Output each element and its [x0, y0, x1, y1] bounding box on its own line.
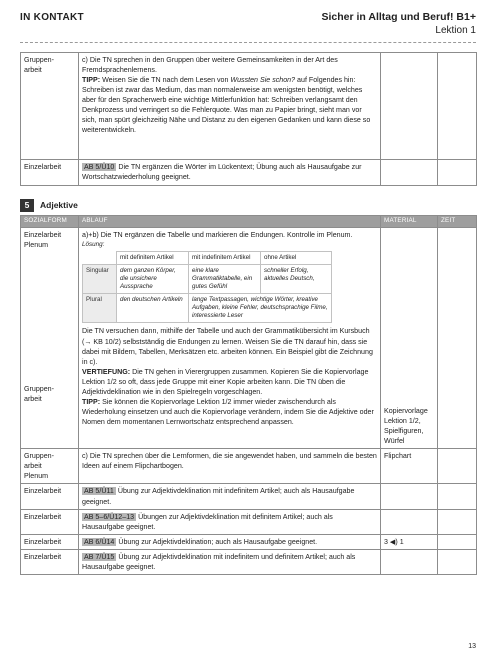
zeit-cell: [438, 53, 477, 160]
column-header: SOZIALFORM: [21, 216, 79, 228]
table-row: [21, 484, 477, 509]
column-header: ZEIT: [438, 216, 477, 228]
section-number: 5: [20, 199, 34, 212]
column-header: ABLAUF: [79, 216, 381, 228]
table-row: [21, 534, 477, 549]
material-cell: [381, 509, 438, 534]
solution-table: [82, 251, 332, 323]
material-cell: [381, 549, 438, 574]
vertiefung-label: VERTIEFUNG:: [82, 367, 131, 376]
exercise-ref: AB 6/Ü14: [84, 537, 115, 546]
sozialform-cell: Einzelarbeit: [21, 484, 79, 509]
zeit-cell: [438, 228, 477, 449]
solution-label: Lösung:: [82, 241, 105, 249]
page-number: 13: [468, 643, 476, 650]
header-divider: [20, 42, 476, 43]
sozialform-cell: Einzelarbeit: [21, 160, 79, 186]
solution-header-row: mit definitem Artikel mit indefinitem Artikel ohne Artikel: [83, 252, 332, 265]
exercise-ref: AB 5–6/Ü12–13: [84, 512, 135, 521]
table-row: [21, 449, 477, 484]
section-title: Adjektive: [40, 200, 78, 210]
sozialform-cell: Einzelarbeit: [21, 534, 79, 549]
ablauf-cell: c) Die TN sprechen über die Lernformen, die sie angewendet haben, und sammeln die besten Ideen auf einem Flipchartbogen.: [79, 449, 381, 484]
zeit-cell: [438, 449, 477, 484]
material-cell: [381, 484, 438, 509]
page-header: [20, 9, 476, 39]
tip-label: TIPP:: [82, 397, 101, 406]
lesson-label: Lektion 1: [435, 25, 476, 36]
solution-row: Singular dem ganzen Körper, die unsichere Aussprache eine klare Grammatiktabelle, ein gutes Gefühl schneller Erfolg, aktuelles Deutsch,: [83, 265, 332, 294]
audio-track-label: 3 ◀) 1: [384, 537, 404, 546]
solution-row: Plural den deutschen Artikeln lange Textpassagen, wichtige Wörter, kreative Aufgaben, kleine Fehler, deutschsprachige Filme, interessierte Leser: [83, 294, 332, 323]
ablauf-cell: a)+b) Die TN ergänzen die Tabelle und markieren die Endungen. Kontrolle im Plenum. Lösung: mit definitem Artikel mit indefinitem Artikel ohne Artikel Singular dem ganzen Körper, die unsichere Aussprache eine klare Grammatiktabelle, ein gutes Gefühl schneller Erfolg, aktuelles Deutsch, Plural den deutschen Artikeln lange Textpassagen, wichtige Wörter, kreative Aufgaben, kleine Fehler, deutschsprachige Filme, interessierte Leser Die TN versuchen dann, mithilfe der Tabelle und auch der Grammatikübersicht im Kursbuch (→ KB 10/2) selbstständig die Endungen zu lernen. Weisen Sie die TN darauf hin, dass sie dabei mit Bildern, Tabellen, Merksätzen etc. arbeiten können. Ein Beispiel gibt die Zeichnung in c). VERTIEFUNG: Die TN gehen in Vierergruppen zusammen. Kopieren Sie die Kopiervorlage Lektion 1/2 so oft, dass jede Gruppe mit einer Kopie arbeiten kann. Die TN üben die Adjektivdeklination wie in den Spielregeln vorgeschlagen. TIPP: Sie können die Kopiervorlage Lektion 1/2 immer wieder zwischendurch als Wiederholung einsetzen und auch die Kopiervorlage verändern, indem Sie die Adjektive oder Nomen dem momentanen Lernwortschatz entsprechend anpassen.: [79, 228, 381, 449]
material-cell: Kopiervorlage Lektion 1/2, Spielfiguren, Würfel: [381, 228, 438, 449]
sozialform-cell: Einzelarbeit: [21, 549, 79, 574]
table-row: [21, 228, 477, 449]
section-heading: [20, 199, 476, 213]
ablauf-cell: AB 5/Ü10 Die TN ergänzen die Wörter im Lückentext; Übung auch als Hausaufgabe zur Wortschatzwiederholung geeignet.: [79, 160, 381, 186]
table-header-row: [21, 216, 477, 228]
material-cell: [381, 53, 438, 160]
ablauf-cell: AB 5–6/Ü12–13 Übungen zur Adjektivdeklination mit definitem Artikel; auch als Hausaufgabe geeignet.: [79, 509, 381, 534]
ablauf-cell: AB 6/Ü14 Übung zur Adjektivdeklination; auch als Hausaufgabe geeignet.: [79, 534, 381, 549]
zeit-cell: [438, 549, 477, 574]
material-cell: [381, 534, 438, 549]
sozialform-cell: Gruppen- arbeit: [21, 53, 79, 160]
table-row: [21, 53, 477, 160]
table-row: [21, 549, 477, 574]
sozialform-cell: Einzelarbeit: [21, 509, 79, 534]
sozialform-cell: Einzelarbeit Plenum Gruppen- arbeit: [21, 228, 79, 449]
ablauf-cell: AB 5/Ü11 Übung zur Adjektivdeklination mit indefinitem Artikel; auch als Hausaufgabe geeignet.: [79, 484, 381, 509]
exercise-ref: AB 5/Ü10: [84, 163, 115, 171]
sozialform-cell: Gruppen- arbeit Plenum: [21, 449, 79, 484]
zeit-cell: [438, 534, 477, 549]
material-cell: [381, 160, 438, 186]
table-row: [21, 509, 477, 534]
ablauf-cell: c) Die TN sprechen in den Gruppen über weitere Gemeinsamkeiten in der Art des Fremdsprachenlernens. TIPP: Weisen Sie die TN nach dem Lesen von Wussten Sie schon? auf Folgendes hin: Schreiben ist zwar das Medium, das man normalerweise am wenigsten benötigt, welches aber für den Spracherwerb eine wichtige Mittlerfunktion hat: Schreiben verlangsamt den Denkprozess und verringert so die Fehlerquote. Was man zu Papier bringt, sieht man vor sich, man spürt gleichzeitig Nähe und Distanz zu den eigenen Gedanken und kann diese so weiterentwickeln.: [79, 53, 381, 160]
book-title: Sicher in Alltag und Beruf! B1+: [321, 11, 476, 23]
table-row: [21, 160, 477, 186]
exercise-ref: AB 5/Ü11: [84, 487, 114, 496]
tip-label: TIPP:: [82, 76, 101, 85]
main-table: [20, 215, 477, 575]
ablauf-cell: AB 7/Ü15 Übung zur Adjektivdeklination mit indefinitem und definitem Artikel; auch als Hausaufgabe geeignet.: [79, 549, 381, 574]
column-header: MATERIAL: [381, 216, 438, 228]
zeit-cell: [438, 484, 477, 509]
brand-label: IN KONTAKT: [20, 12, 84, 23]
top-table: [20, 52, 477, 186]
exercise-ref: AB 7/Ü15: [84, 552, 115, 561]
zeit-cell: [438, 160, 477, 186]
zeit-cell: [438, 509, 477, 534]
material-cell: Flipchart: [381, 449, 438, 484]
